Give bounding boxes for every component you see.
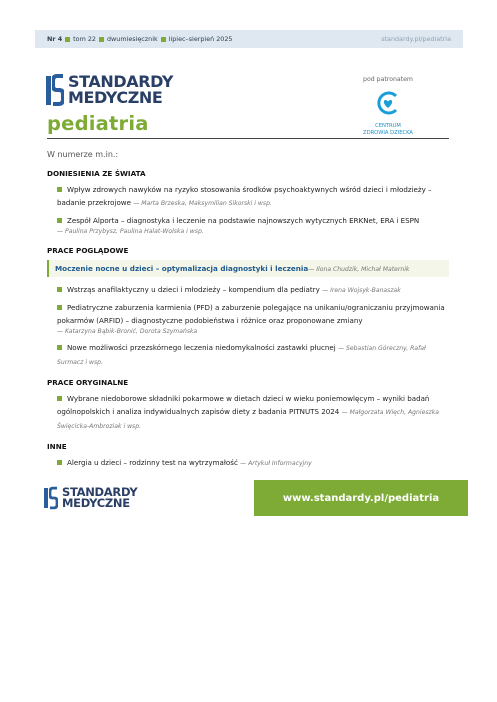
bullet-square-icon — [161, 37, 166, 42]
section-title: DONIESIENIA ZE ŚWIATA — [47, 169, 146, 178]
article-item[interactable] — [47, 214, 449, 237]
issue-date: lipiec–sierpień 2025 — [168, 35, 233, 43]
logo-s-icon — [44, 486, 58, 510]
footer-brand-line2: MEDYCZNE — [62, 496, 130, 510]
article-title: Alergia u dzieci – rodzinny test na wytrzymałość — [67, 458, 238, 467]
patronage — [352, 76, 424, 137]
article-title: Pediatryczne zaburzenia karmienia (PFD) a zaburzenie polegające na unikaniu/ograniczaniu przyjmowania pokarmów (ARFID) – diagnostyczne podobieństwa i różnice oraz proponowane zmiany — [57, 303, 445, 325]
brand-line2: MEDYCZNE — [68, 88, 163, 107]
article-authors: — Małgorzata Więch, Agnieszka Święcicka-Ambroziak i wsp. — [57, 409, 439, 430]
patronage-name-1: CENTRUM — [375, 123, 401, 129]
article-item[interactable] — [47, 341, 449, 369]
article-item[interactable] — [47, 183, 449, 210]
article-item[interactable] — [47, 283, 449, 297]
bullet-square-icon — [57, 287, 62, 292]
footer-brand-line1: STANDARDY — [62, 484, 138, 499]
bullet-square-icon — [57, 460, 62, 465]
brand-logo — [46, 73, 173, 107]
frequency: dwumiesięcznik — [106, 35, 158, 43]
article-authors: — Marta Brzeska, Maksymilian Sikorski i wsp. — [133, 200, 272, 207]
article-title: Wybrane niedoborowe składniki pokarmowe w dietach dzieci w wieku poniemowlęcym – wyniki badań ogólnopolskich i analiza indywidualnych zapisów diety z badania PITNUTS 2024 — [57, 394, 430, 416]
bullet-square-icon — [57, 187, 62, 192]
article-authors: — Sebastian Góreczny, Rafał Surmacz i wsp. — [57, 345, 426, 366]
bullet-square-icon — [57, 305, 62, 310]
patronage-name-2: ZDROWIA DZIECKA — [363, 130, 413, 136]
article-title: Wstrząs anafilaktyczny u dzieci i młodzieży – kompendium dla pediatry — [67, 285, 320, 294]
article-title: Zespół Alporta – diagnostyka i leczenie na podstawie najnowszych wytycznych ERKNet, ERA i ESPN — [67, 216, 420, 225]
article-authors: — Irena Wojsyk-Banaszak — [322, 287, 401, 294]
bullet-square-icon — [65, 37, 70, 42]
bullet-square-icon — [57, 218, 62, 223]
article-authors: — Artykuł Informacyjny — [240, 460, 312, 467]
divider — [47, 138, 449, 139]
site-link[interactable]: standardy.pl/pediatria — [381, 35, 451, 43]
issue-number: Nr 4 — [47, 35, 63, 43]
article-title: Nowe możliwości przezskórnego leczenia niedomykalności zastawki płucnej — [67, 343, 336, 352]
section-title: PRACE ORYGINALNE — [47, 378, 129, 387]
article-item[interactable] — [47, 456, 449, 470]
issue-info — [47, 35, 233, 43]
footer-url-link[interactable]: www.standardy.pl/pediatria — [254, 480, 468, 516]
intro-text: W numerze m.in.: — [47, 150, 119, 159]
bullet-square-icon — [57, 345, 62, 350]
brand-line1: STANDARDY — [68, 72, 174, 91]
logo-s-icon — [46, 73, 64, 107]
volume: tom 22 — [73, 35, 96, 43]
featured-article[interactable] — [47, 260, 449, 277]
featured-authors: — Ilona Chudzik, Michał Maternik — [308, 266, 410, 273]
article-authors: — Paulina Przybysz, Paulina Halat-Wolska i wsp. — [57, 228, 204, 235]
bullet-square-icon — [99, 37, 104, 42]
journal-title: pediatria — [47, 112, 149, 135]
section-title: PRACE POGLĄDOWE — [47, 246, 129, 255]
section-title: INNE — [47, 442, 67, 451]
table-of-contents — [47, 150, 449, 474]
bullet-square-icon — [57, 396, 62, 401]
article-authors: — Katarzyna Bąbik-Bronić, Dorota Szymańska — [57, 328, 198, 335]
patronage-label: pod patronatem — [363, 76, 413, 83]
article-item[interactable] — [47, 301, 449, 337]
article-title: Wpływ zdrowych nawyków na ryzyko stosowania środków psychoaktywnych wśród dzieci i młodzieży – badanie przekrojowe — [57, 185, 432, 207]
heart-logo-icon — [375, 90, 401, 116]
header-bar — [35, 30, 463, 48]
article-item[interactable] — [47, 392, 449, 433]
footer-logo — [44, 486, 137, 510]
featured-title: Moczenie nocne u dzieci – optymalizacja diagnostyki i leczenia — [55, 264, 309, 273]
